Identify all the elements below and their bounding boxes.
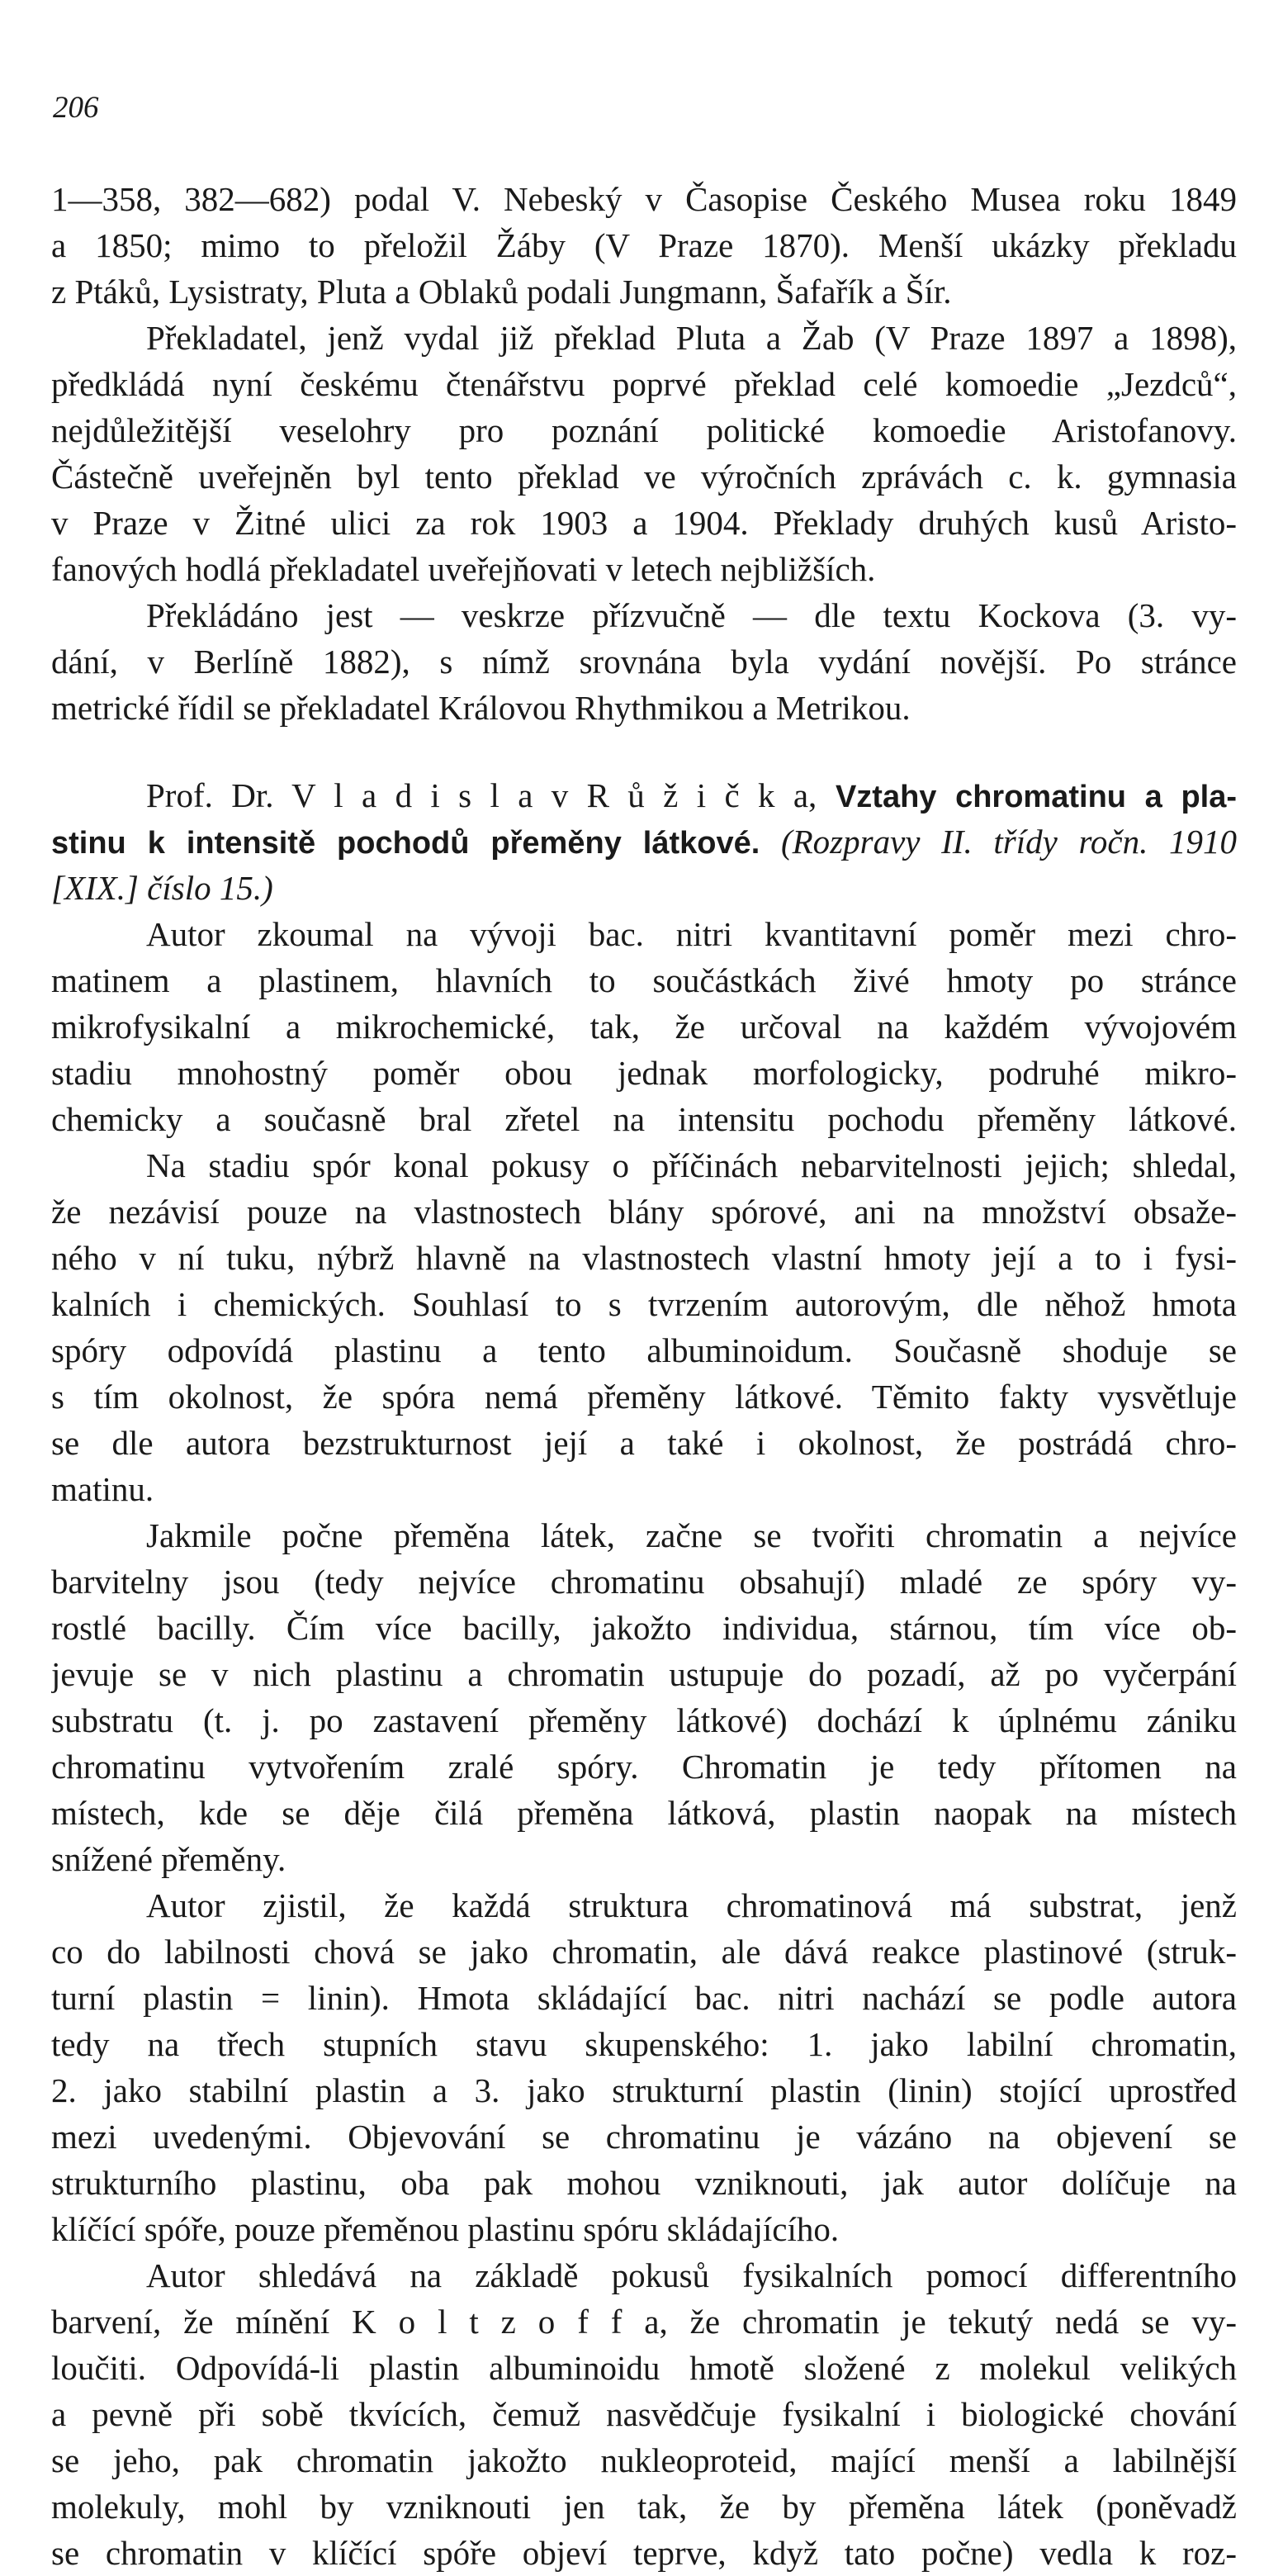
text-line: barvení, že mínění K o l t z o f f a, že chromatin je tekutý nedá se vy-	[51, 2303, 1237, 2341]
text-line: Autor shledává na základě pokusů fysikalních pomocí differentního	[146, 2256, 1237, 2294]
text-line: chromatinu vytvořením zralé spóry. Chromatin je tedy přítomen na	[51, 1748, 1237, 1786]
text-line: Na stadiu spór konal pokusy o příčinách nebarvitelnosti jejich; shledal,	[146, 1146, 1237, 1184]
text-line: se dle autora bezstrukturnost její a také i okolnost, že postrádá chro-	[51, 1424, 1237, 1462]
text-line: z Ptáků, Lysistraty, Pluta a Oblaků podali Jungmann, Šafařík a Šír.	[51, 273, 952, 311]
text-line: loučiti. Odpovídá-li plastin albuminoidu hmotě složené z molekul velikých	[51, 2349, 1237, 2387]
text-line: strukturního plastinu, oba pak mohou vzniknouti, jak autor dolíčuje na	[51, 2164, 1237, 2202]
review-header-line	[51, 865, 1237, 911]
text-line: turní plastin = linin). Hmota skládající bac. nitri nachází se podle autora	[51, 1979, 1237, 2017]
text-line: ného v ní tuku, nýbrž hlavně na vlastnostech vlastní hmoty její a to i fysi-	[51, 1239, 1237, 1277]
paragraph-metabolism	[51, 1512, 1237, 1882]
paragraph-spores	[51, 1142, 1237, 1512]
text-line: Autor zjistil, že každá struktura chromatinová má substrat, jenž	[146, 1886, 1237, 1924]
text-line: se jeho, pak chromatin jakožto nukleoproteid, mající menší a labilnější	[51, 2441, 1237, 2479]
text-line: tedy na třech stupních stavu skupenského: 1. jako labilní chromatin,	[51, 2025, 1237, 2063]
text-line: Jakmile počne přeměna látek, začne se tvořiti chromatin a nejvíce	[146, 1516, 1237, 1554]
text-line: stadiu mnohostný poměr obou jednak morfologicky, podruhé mikro-	[51, 1054, 1237, 1092]
text-line: mikrofysikalní a mikrochemické, tak, že určoval na každém vývojovém	[51, 1008, 1237, 1046]
review-header-line	[51, 772, 1237, 818]
text-line: mezi uvedenými. Objevování se chromatinu je vázáno na objevení se	[51, 2118, 1237, 2156]
article-source-end: [XIX.] číslo 15.)	[51, 869, 273, 907]
text-line: Autor zkoumal na vývoji bac. nitri kvantitavní poměr mezi chro-	[146, 915, 1237, 953]
article-source: (Rozpravy II. třídy ročn. 1910	[760, 823, 1237, 861]
article-title: Vztahy chromatinu a pla-	[817, 780, 1237, 814]
text-line: místech, kde se děje čilá přeměna látková, plastin naopak na místech	[51, 1794, 1237, 1832]
review-header	[51, 772, 1237, 911]
text-line: Částečně uveřejněn byl tento překlad ve výročních zprávách c. k. gymnasia	[51, 458, 1237, 496]
section-gap	[51, 731, 1237, 772]
text-line: že nezávisí pouze na vlastnostech blány spórové, ani na množství obsaže-	[51, 1193, 1237, 1231]
text-line: dání, v Berlíně 1882), s nímž srovnána byla vydání novější. Po stránce	[51, 643, 1237, 681]
text-line: spóry odpovídá plastinu a tento albuminoidum. Současně shoduje se	[51, 1331, 1237, 1369]
paragraph-translator	[51, 315, 1237, 592]
text-line: matinu.	[51, 1470, 154, 1508]
author-name: V l a d i s l a v R ů ž i č k a,	[291, 776, 817, 814]
paragraph-method	[51, 592, 1237, 731]
text-line: předkládá nyní českému čtenářstvu poprvé překlad celé komoedie „Jezdců“,	[51, 365, 1237, 403]
text-line: metrické řídil se překladatel Královou Rhythmikou a Metrikou.	[51, 689, 911, 727]
text-line: fanových hodlá překladatel uveřejňovati v letech nejbližších.	[51, 550, 876, 588]
paragraph-staining	[51, 2252, 1237, 2576]
text-line: nejdůležitější veselohry pro poznání politické komoedie Aristofanovy.	[51, 411, 1237, 449]
author-prefix: Prof. Dr.	[146, 776, 292, 814]
text-line: substratu (t. j. po zastavení přeměny látkové) dochází k úplnému zániku	[51, 1701, 1237, 1739]
page-number: 206	[53, 91, 99, 125]
text-line: 1—358, 382—682) podal V. Nebeský v Časopise Českého Musea roku 1849	[51, 180, 1237, 218]
text-line: molekuly, mohl by vzniknouti jen tak, že by přeměna látek (poněvadž	[51, 2488, 1237, 2526]
text-line: snížené přeměny.	[51, 1840, 286, 1878]
text-line: co do labilnosti chová se jako chromatin, ale dává reakce plastinové (struk-	[51, 1933, 1237, 1971]
text-line: Překladatel, jenž vydal již překlad Pluta a Žab (V Praze 1897 a 1898),	[146, 319, 1237, 357]
page-body	[51, 176, 1237, 2576]
text-line: kalních i chemických. Souhlasí to s tvrzením autorovým, dle něhož hmota	[51, 1285, 1237, 1323]
text-line: a 1850; mimo to přeložil Žáby (V Praze 1870). Menší ukázky překladu	[51, 226, 1237, 264]
text-line: barvitelny jsou (tedy nejvíce chromatinu obsahují) mladé ze spóry vy-	[51, 1563, 1237, 1601]
paragraph-review-intro	[51, 911, 1237, 1142]
text-line: rostlé bacilly. Čím více bacilly, jakožto individua, stárnou, tím více ob-	[51, 1609, 1237, 1647]
text-line: a pevně při sobě tkvících, čemuž nasvědčuje fysikalní i biologické chování	[51, 2395, 1237, 2433]
text-line: matinem a plastinem, hlavních to součástkách živé hmoty po stránce	[51, 961, 1237, 999]
text-line: chemicky a současně bral zřetel na intensitu pochodu přeměny látkové.	[51, 1100, 1237, 1138]
paragraph-continuation	[51, 176, 1237, 315]
text-line: v Praze v Žitné ulici za rok 1903 a 1904. Překlady druhých kusů Aristo-	[51, 504, 1237, 542]
text-line: jevuje se v nich plastinu a chromatin ustupuje do pozadí, až po vyčerpání	[51, 1655, 1237, 1693]
text-line: klíčící spóře, pouze přeměnou plastinu spóru skládajícího.	[51, 2210, 840, 2248]
text-line: Překládáno jest — veskrze přízvučně — dle textu Kockova (3. vy-	[146, 596, 1237, 634]
article-title-end: stinu k intensitě pochodů přeměny látkové.	[51, 826, 760, 861]
text-line: se chromatin v klíčící spóře objeví teprve, když tato počne) vedla k roz-	[51, 2534, 1237, 2572]
paragraph-structure	[51, 1882, 1237, 2252]
text-line: 2. jako stabilní plastin a 3. jako strukturní plastin (linin) stojící uprostřed	[51, 2071, 1237, 2109]
text-line: s tím okolnost, že spóra nemá přeměny látkové. Těmito fakty vysvětluje	[51, 1378, 1237, 1416]
review-header-line	[51, 818, 1237, 865]
